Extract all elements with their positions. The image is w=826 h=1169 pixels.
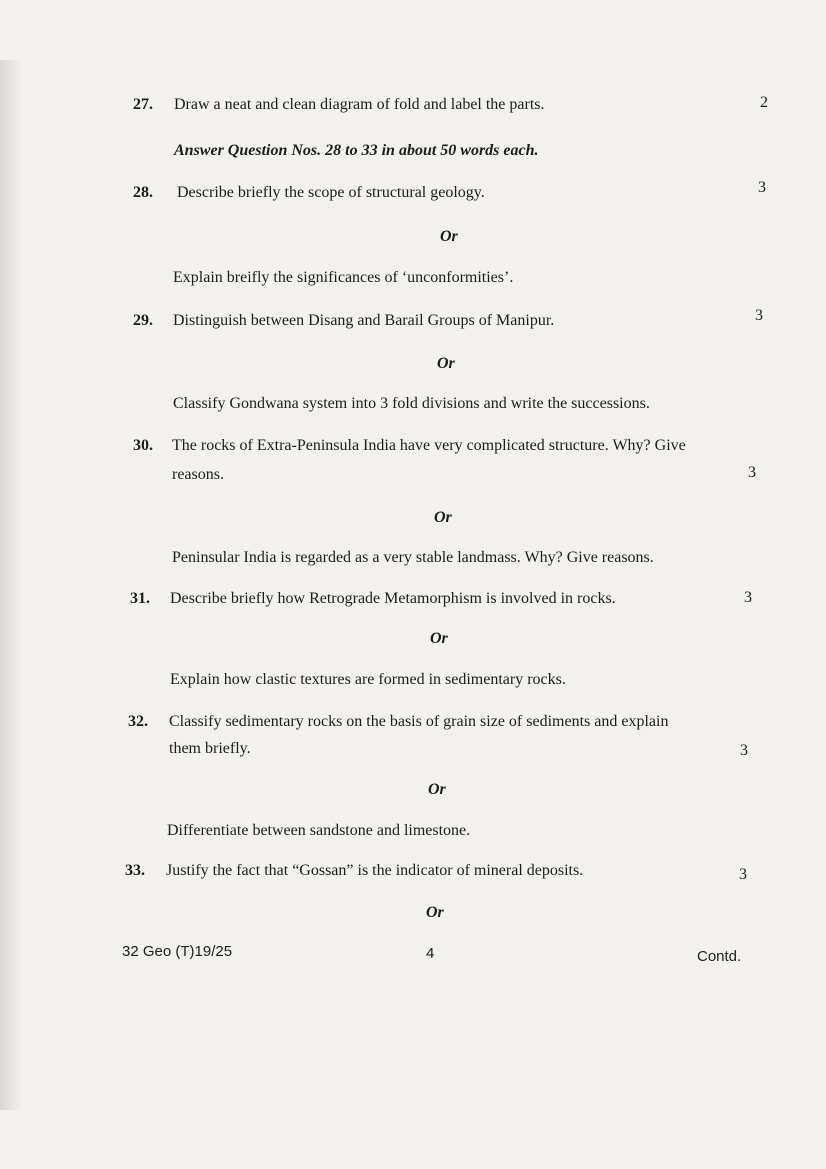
q30-text-line2: reasons.: [172, 466, 224, 483]
q30-alt-text: Peninsular India is regarded as a very stable landmass. Why? Give reasons.: [172, 549, 654, 566]
q27-text: Draw a neat and clean diagram of fold and label the parts.: [174, 96, 545, 113]
q31-marks: 3: [744, 589, 752, 606]
q29-text: Distinguish between Disang and Barail Groups of Manipur.: [173, 312, 555, 329]
q29-marks: 3: [755, 307, 763, 324]
footer-exam-code: 32 Geo (T)19/25: [122, 943, 233, 960]
q30-marks: 3: [748, 464, 756, 481]
section-instruction: Answer Question Nos. 28 to 33 in about 50 words each.: [174, 142, 539, 159]
q31-alt-text: Explain how clastic textures are formed in sedimentary rocks.: [170, 671, 566, 688]
q32-text-line2: them briefly.: [169, 740, 251, 757]
q32-or: Or: [428, 781, 446, 798]
footer-contd: Contd.: [697, 948, 742, 965]
q29-or: Or: [437, 355, 455, 372]
q29-alt-text: Classify Gondwana system into 3 fold divisions and write the successions.: [173, 395, 650, 412]
q28-text: Describe briefly the scope of structural geology.: [177, 184, 485, 201]
q33-or: Or: [426, 904, 444, 921]
q28-alt-text: Explain breifly the significances of ‘unconformities’.: [173, 269, 514, 286]
q31-or: Or: [430, 630, 448, 647]
q27-number: 27.: [133, 96, 153, 113]
q32-number: 32.: [128, 713, 148, 730]
q33-number: 33.: [125, 862, 145, 879]
q28-number: 28.: [133, 184, 153, 201]
q31-text: Describe briefly how Retrograde Metamorphism is involved in rocks.: [170, 590, 616, 607]
q30-text-line1: The rocks of Extra-Peninsula India have very complicated structure. Why? Give: [172, 437, 686, 454]
q29-number: 29.: [133, 312, 153, 329]
q32-text-line1: Classify sedimentary rocks on the basis of grain size of sediments and explain: [169, 713, 669, 730]
q28-marks: 3: [758, 179, 766, 196]
q32-marks: 3: [740, 742, 748, 759]
footer-page-number: 4: [426, 945, 435, 962]
scan-shadow: [0, 60, 22, 1110]
q33-text: Justify the fact that “Gossan” is the indicator of mineral deposits.: [166, 862, 584, 879]
q33-marks: 3: [739, 866, 747, 883]
q30-number: 30.: [133, 437, 153, 454]
q27-marks: 2: [760, 94, 768, 111]
q32-alt-text: Differentiate between sandstone and limestone.: [167, 822, 471, 839]
q31-number: 31.: [130, 590, 150, 607]
q30-or: Or: [434, 509, 452, 526]
q28-or: Or: [440, 228, 458, 245]
